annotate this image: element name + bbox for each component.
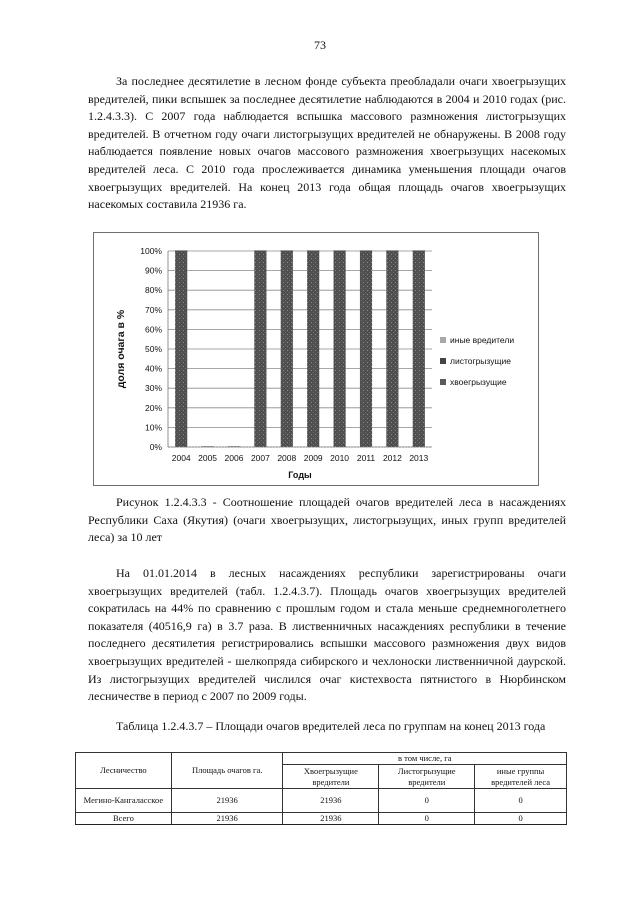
y-tick-label: 20% [144, 402, 162, 413]
y-tick-labels [140, 246, 162, 452]
bar-иные вредители-2004 [175, 250, 187, 251]
cell-needle-pests: 21936 [283, 789, 379, 813]
bar-хвоегрызущие-2007 [254, 251, 266, 447]
pest-area-table [75, 752, 567, 825]
cell-needle-pests: 21936 [283, 813, 379, 825]
bar-хвоегрызущие-2013 [413, 251, 425, 447]
cell-other-pests: 0 [475, 813, 567, 825]
bar-хвоегрызущие-2011 [360, 251, 372, 447]
bar-иные вредители-2013 [413, 250, 425, 251]
header-needle-pests: Хвоегрызущие вредители [283, 765, 379, 789]
paragraph-details: На 01.01.2014 в лесных насаждениях республики зарегистрированы очаги хвоегрызущих вредителей (табл. 1.2.4.3.7). Площадь очагов хвоегрызущих вредителей сократилась на 44% по сравнению с прошлым годом и стала меньше среднемноголетнего показателя (40516,9 га) в 3.7 раза. В лиственничных насаждениях республики в течение последнего десятилетия регистрировались вспышки массового размножения двух видов хвоегрызущих вредителей - шелкопряда сибирского и чехлоноски лиственничной даурской. Из листогрызущих вредителей числился очаг кистехвоста пятнистого в Нюрбинском лесничестве в период с 2007 по 2009 годы. [88, 566, 566, 704]
bar-хвоегрызущие-2010 [334, 251, 346, 447]
chart-legend [440, 335, 514, 387]
x-tick-label: 2010 [330, 453, 350, 463]
header-other-pests: иные группы вредителей леса [475, 765, 567, 789]
bar-хвоегрызущие-2004 [175, 251, 187, 447]
bar-иные вредители-2007 [254, 250, 266, 251]
x-tick-label: 2009 [303, 453, 323, 463]
table-title: Таблица 1.2.4.3.7 – Площади очагов вредителей леса по группам на конец 2013 года [116, 719, 546, 733]
chart-frame [93, 232, 539, 486]
page-number: 73 [314, 38, 326, 52]
pest-ratio-chart [94, 233, 538, 485]
figure-caption: Рисунок 1.2.4.3.3 - Соотношение площадей очагов вредителей леса в насаждениях Республики Саха (Якутия) (очаги хвоегрызущих, листогрызущих, иных групп вредителей леса) за 10 лет [88, 495, 566, 545]
x-tick-label: 2013 [409, 453, 429, 463]
legend-swatch [440, 358, 446, 364]
header-forestry: Лесничество [76, 753, 172, 789]
x-tick-label: 2005 [198, 453, 218, 463]
bar-хвоегрызущие-2009 [307, 251, 319, 447]
y-tick-label: 100% [140, 246, 162, 256]
x-axis-title: Годы [288, 470, 312, 480]
y-tick-label: 10% [144, 422, 162, 433]
y-tick-label: 40% [144, 363, 162, 374]
x-tick-label: 2007 [250, 453, 270, 463]
bar-иные вредители-2008 [281, 250, 293, 251]
legend-swatch [440, 337, 446, 343]
cell-total-area: 21936 [171, 789, 283, 813]
bar-хвоегрызущие-2008 [281, 251, 293, 447]
y-tick-label: 30% [144, 383, 162, 394]
x-tick-label: 2006 [224, 453, 244, 463]
y-tick-label: 80% [144, 285, 162, 296]
bar-иные вредители-2012 [386, 250, 398, 251]
cell-forestry: Мегино-Кангаласское [76, 789, 172, 813]
cell-total-area: 21936 [171, 813, 283, 825]
legend-label: листогрызущие [450, 356, 511, 366]
header-group: в том числе, га [283, 753, 567, 765]
y-tick-label: 90% [144, 265, 162, 276]
legend-label: хвоегрызущие [450, 377, 507, 387]
x-tick-labels [172, 453, 429, 463]
cell-leaf-pests: 0 [379, 813, 475, 825]
y-tick-label: 60% [144, 324, 162, 335]
cell-leaf-pests: 0 [379, 789, 475, 813]
cell-other-pests: 0 [475, 789, 567, 813]
y-tick-label: 0% [149, 442, 162, 452]
bar-иные вредители-2009 [307, 250, 319, 251]
cell-forestry: Всего [76, 813, 172, 825]
x-tick-label: 2012 [382, 453, 402, 463]
header-leaf-pests: Листогрызущие вредители [379, 765, 475, 789]
legend-label: иные вредители [450, 335, 515, 345]
x-tick-label: 2011 [356, 453, 376, 463]
header-total-area: Площадь очагов га. [171, 753, 283, 789]
bar-иные вредители-2011 [360, 250, 372, 251]
table-row [76, 789, 567, 813]
y-tick-label: 70% [144, 304, 162, 315]
table-row [76, 813, 567, 825]
paragraph-intro: За последнее десятилетие в лесном фонде субъекта преобладали очаги хвоегрызущих вредителей, пики вспышек за последнее десятилетие наблюдаются в 2004 и 2010 годах (рис. 1.2.4.3.3). С 2007 года наблюдается вспышка массового размножения листогрызущих вредителей. В отчетном году очаги листогрызущих вредителей не обнаружены. В 2008 году наблюдается появление новых очагов массового размножения хвоегрызущих насекомых вредителей леса. С 2010 года прослеживается динамика уменьшения площади очагов хвоегрызущих вредителей. На конец 2013 года общая площадь очагов хвоегрызущих насекомых составила 21936 га. [88, 74, 566, 212]
y-tick-label: 50% [144, 344, 162, 354]
bar-иные вредители-2010 [334, 250, 346, 251]
bar-хвоегрызущие-2012 [386, 251, 398, 447]
x-tick-label: 2008 [277, 453, 297, 463]
legend-swatch [440, 379, 446, 385]
x-tick-label: 2004 [171, 453, 191, 463]
y-axis-title: доля очага в % [115, 309, 127, 389]
